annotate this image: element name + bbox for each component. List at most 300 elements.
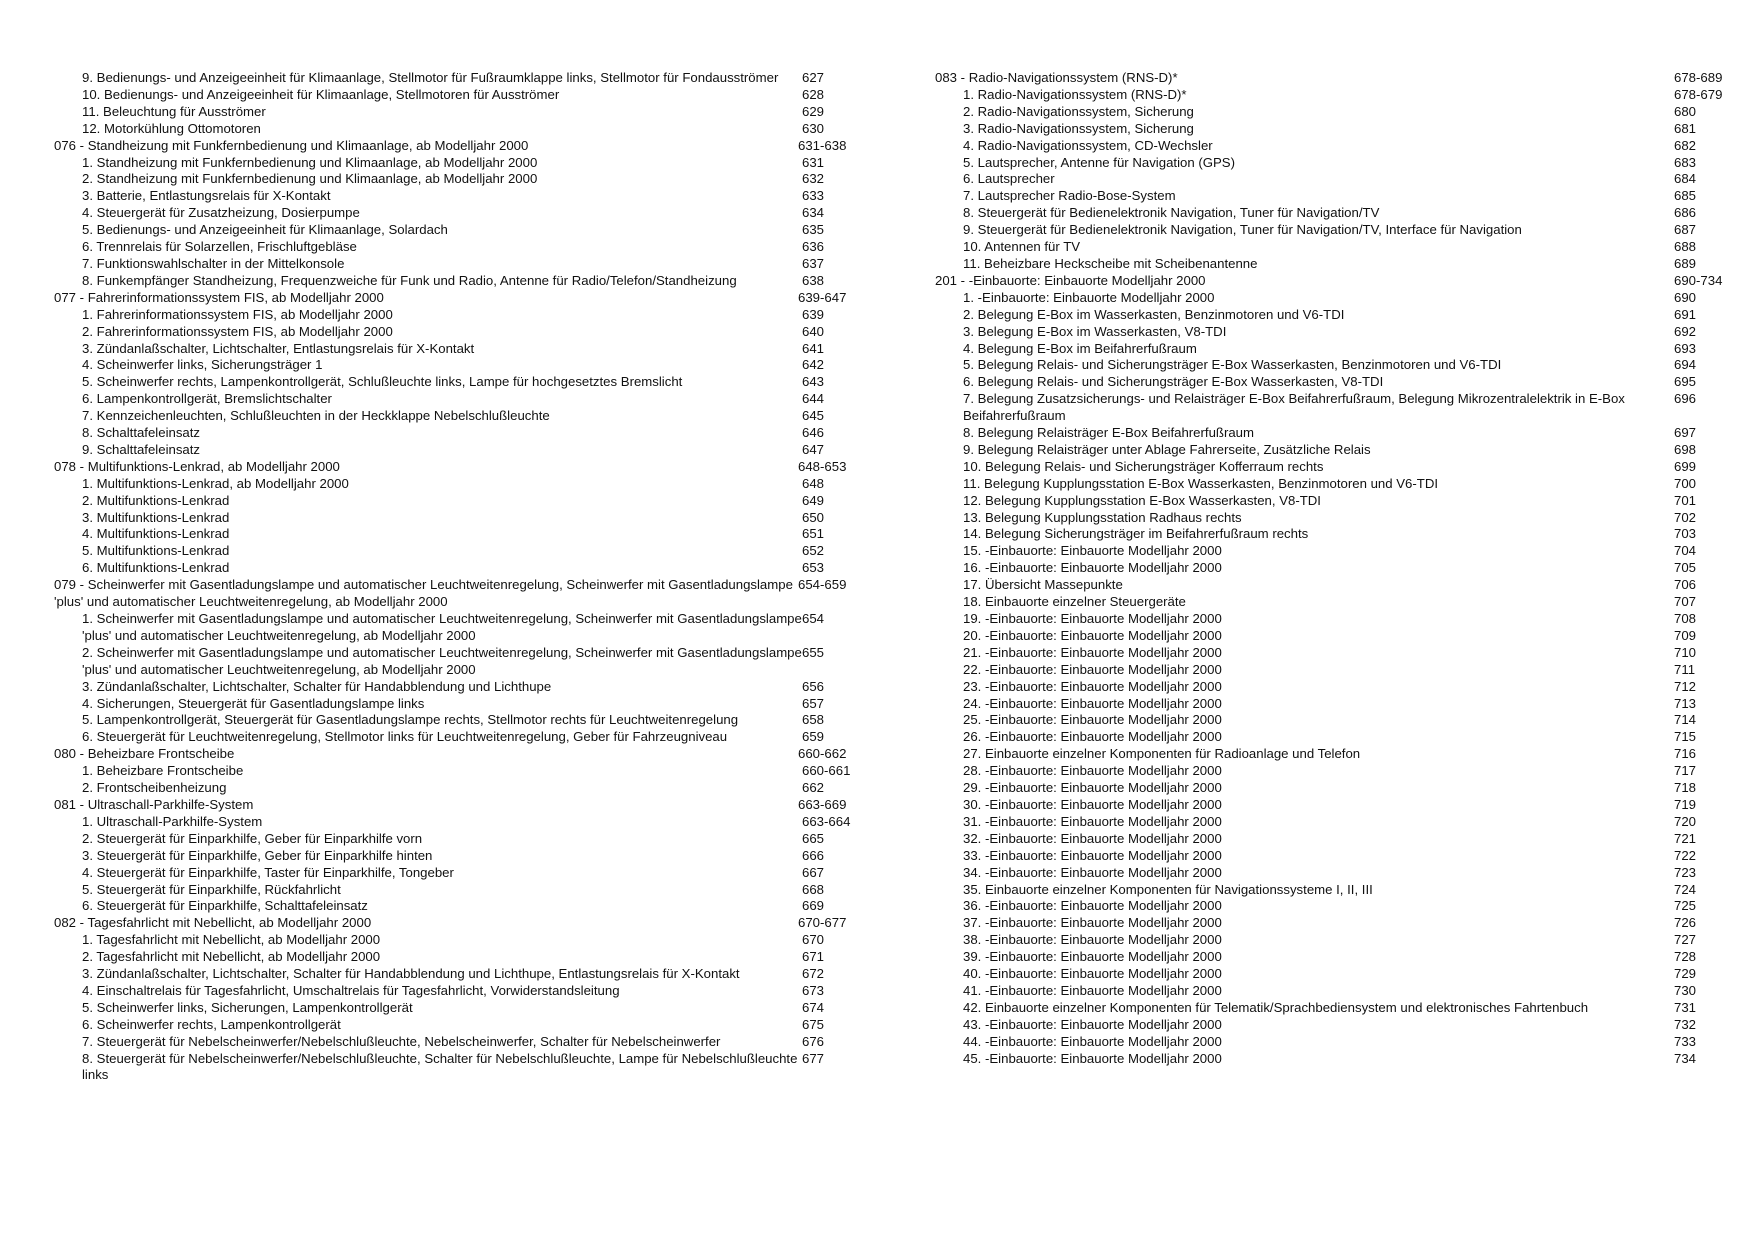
toc-entry-page: 672 bbox=[802, 966, 825, 982]
toc-entry-page: 627 bbox=[802, 70, 825, 85]
toc-entry-page: 648-653 bbox=[798, 458, 847, 474]
toc-entry-page: 678-689 bbox=[1674, 70, 1723, 85]
toc-entry-page: 709 bbox=[1674, 627, 1697, 643]
toc-section-entry bbox=[54, 138, 884, 155]
toc-entry-title: 078 - Multifunktions-Lenkrad, ab Modelljahr 2000 bbox=[54, 458, 340, 474]
toc-entry-page: 691 bbox=[1674, 306, 1697, 322]
toc-entry-page: 628 bbox=[802, 86, 825, 102]
toc-entry-title: 080 - Beheizbare Frontscheibe bbox=[54, 746, 235, 762]
toc-entry-page: 719 bbox=[1674, 796, 1697, 812]
toc-entry-title: 082 - Tagesfahrlicht mit Nebellicht, ab Modelljahr 2000 bbox=[54, 915, 372, 931]
toc-entry-title: 10. Antennen für TV bbox=[963, 239, 1081, 255]
toc-entry-page: 704 bbox=[1674, 543, 1697, 559]
toc-entry bbox=[935, 577, 1715, 594]
toc-entry-page: 654 bbox=[802, 611, 825, 626]
toc-entry-title: 3. Zündanlaßschalter, Lichtschalter, Schalter für Handabblendung und Lichthupe bbox=[82, 678, 552, 694]
toc-entry-page: 723 bbox=[1674, 864, 1697, 880]
toc-entry bbox=[935, 86, 1723, 104]
toc-entry-title: 2. Multifunktions-Lenkrad bbox=[82, 492, 230, 508]
toc-entry-page: 714 bbox=[1674, 712, 1697, 728]
toc-entry-title: 079 - Scheinwerfer mit Gasentladungslampe und automatischer Leuchtweitenregelung, Scheinwerfer mit Gasentladungslampe 'plus' und automatischer Leuchtweitenregelung, ab Modelljahr 2000 bbox=[54, 577, 793, 610]
toc-entry-page: 706 bbox=[1674, 577, 1697, 593]
toc-entry-title: 081 - Ultraschall-Parkhilfe-System bbox=[54, 796, 254, 812]
toc-entry-page: 658 bbox=[802, 712, 825, 728]
toc-right-column bbox=[935, 70, 1723, 1067]
toc-entry-page: 693 bbox=[1674, 340, 1697, 356]
toc-entry-page: 629 bbox=[802, 103, 825, 119]
toc-entry-page: 718 bbox=[1674, 780, 1697, 796]
toc-entry bbox=[935, 104, 1715, 121]
toc-entry bbox=[935, 341, 1715, 358]
toc-entry-title: 3. Steuergerät für Einparkhilfe, Geber für Einparkhilfe hinten bbox=[82, 847, 433, 863]
toc-entry bbox=[54, 476, 884, 493]
toc-entry bbox=[54, 966, 884, 983]
toc-section-entry bbox=[54, 915, 884, 932]
toc-entry-page: 733 bbox=[1674, 1033, 1697, 1049]
toc-entry-page: 660-661 bbox=[802, 763, 851, 779]
toc-entry bbox=[54, 848, 884, 865]
toc-entry-title: 4. Radio-Navigationssystem, CD-Wechsler bbox=[963, 137, 1213, 153]
toc-entry bbox=[935, 290, 1715, 307]
toc-entry-title: 9. Bedienungs- und Anzeigeeinheit für Klimaanlage, Stellmotor für Fußraumklappe links, Stellmotor für Fondausströmer bbox=[82, 70, 779, 85]
toc-entry bbox=[54, 239, 884, 256]
toc-entry-title: 2. Fahrerinformationssystem FIS, ab Modelljahr 2000 bbox=[82, 323, 393, 339]
toc-entry bbox=[54, 341, 884, 358]
toc-entry-title: 5. Multifunktions-Lenkrad bbox=[82, 543, 230, 559]
toc-entry-title: 33. -Einbauorte: Einbauorte Modelljahr 2000 bbox=[963, 847, 1222, 863]
toc-entry-title: 8. Funkempfänger Standheizung, Frequenzweiche für Funk und Radio, Antenne für Radio/Telefon/Standheizung bbox=[82, 272, 737, 288]
toc-entry-page: 686 bbox=[1674, 205, 1697, 221]
toc-entry bbox=[54, 679, 884, 696]
toc-entry-title: 8. Steuergerät für Bedienelektronik Navigation, Tuner für Navigation/TV bbox=[963, 205, 1380, 221]
toc-entry-page: 671 bbox=[802, 949, 825, 965]
toc-entry-page: 649 bbox=[802, 492, 825, 508]
toc-entry-title: 6. Scheinwerfer rechts, Lampenkontrollgerät bbox=[82, 1016, 341, 1032]
toc-entry-title: 10. Bedienungs- und Anzeigeeinheit für Klimaanlage, Stellmotoren für Ausströmer bbox=[82, 86, 560, 102]
toc-entry bbox=[935, 746, 1715, 763]
toc-entry-page: 639 bbox=[802, 306, 825, 322]
toc-entry bbox=[54, 882, 884, 899]
toc-entry-page: 727 bbox=[1674, 932, 1697, 948]
toc-entry-page: 721 bbox=[1674, 830, 1697, 846]
toc-entry bbox=[935, 171, 1715, 188]
toc-entry bbox=[935, 138, 1715, 155]
toc-entry-title: 077 - Fahrerinformationssystem FIS, ab Modelljahr 2000 bbox=[54, 289, 384, 305]
toc-entry bbox=[54, 391, 884, 408]
toc-entry-page: 636 bbox=[802, 239, 825, 255]
toc-entry bbox=[54, 780, 884, 797]
toc-entry-title: 5. Scheinwerfer rechts, Lampenkontrollgerät, Schlußleuchte links, Lampe für hochgesetztes Bremslicht bbox=[82, 374, 683, 390]
toc-entry-page: 711 bbox=[1674, 661, 1696, 677]
toc-entry-page: 675 bbox=[802, 1016, 825, 1032]
toc-entry bbox=[54, 526, 884, 543]
toc-entry-page: 673 bbox=[802, 982, 825, 998]
toc-entry-page: 678-679 bbox=[1674, 86, 1723, 102]
toc-entry-title: 1. Fahrerinformationssystem FIS, ab Modelljahr 2000 bbox=[82, 306, 393, 322]
toc-entry-page: 648 bbox=[802, 475, 825, 491]
toc-entry-title: 24. -Einbauorte: Einbauorte Modelljahr 2000 bbox=[963, 695, 1222, 711]
toc-entry-title: 42. Einbauorte einzelner Komponenten für Telematik/Sprachbediensystem und elektronisches Fahrtenbuch bbox=[963, 999, 1589, 1015]
toc-entry-page: 700 bbox=[1674, 475, 1697, 491]
toc-entry-title: 5. Steuergerät für Einparkhilfe, Rückfahrlicht bbox=[82, 881, 341, 897]
toc-entry-page: 731 bbox=[1674, 999, 1697, 1015]
toc-entry bbox=[54, 543, 884, 560]
toc-entry-page: 701 bbox=[1674, 492, 1697, 508]
toc-entry-title: 40. -Einbauorte: Einbauorte Modelljahr 2000 bbox=[963, 966, 1222, 982]
toc-entry-page: 662 bbox=[802, 780, 825, 796]
toc-entry-page: 683 bbox=[1674, 154, 1697, 170]
toc-entry-title: 6. Lampenkontrollgerät, Bremslichtschalter bbox=[82, 391, 332, 407]
toc-entry-title: 3. Belegung E-Box im Wasserkasten, V8-TDI bbox=[963, 323, 1227, 339]
toc-left-column bbox=[54, 70, 884, 1084]
toc-entry-title: 7. Steuergerät für Nebelscheinwerfer/Nebelschlußleuchte, Nebelscheinwerfer, Schalter für Nebelscheinwerfer bbox=[82, 1033, 721, 1049]
toc-entry-title: 1. Standheizung mit Funkfernbedienung und Klimaanlage, ab Modelljahr 2000 bbox=[82, 154, 538, 170]
toc-entry-title: 15. -Einbauorte: Einbauorte Modelljahr 2000 bbox=[963, 543, 1222, 559]
toc-entry-title: 2. Radio-Navigationssystem, Sicherung bbox=[963, 103, 1194, 119]
toc-entry-page: 638 bbox=[802, 272, 825, 288]
toc-entry-title: 3. Zündanlaßschalter, Lichtschalter, Schalter für Handabblendung und Lichthupe, Entlastungsrelais für X-Kontakt bbox=[82, 966, 740, 982]
toc-entry bbox=[54, 560, 884, 577]
toc-entry bbox=[935, 476, 1715, 493]
toc-entry-title: 7. Kennzeichenleuchten, Schlußleuchten in der Heckklappe Nebelschlußleuchte bbox=[82, 408, 550, 424]
toc-entry-title: 37. -Einbauorte: Einbauorte Modelljahr 2000 bbox=[963, 915, 1222, 931]
toc-entry-title: 6. Steuergerät für Leuchtweitenregelung, Stellmotor links für Leuchtweitenregelung, Geber für Fahrzeugniveau bbox=[82, 729, 728, 745]
toc-entry bbox=[935, 966, 1715, 983]
toc-entry-page: 716 bbox=[1674, 746, 1697, 762]
toc-entry bbox=[54, 104, 884, 121]
toc-entry bbox=[54, 273, 884, 290]
toc-entry-title: 29. -Einbauorte: Einbauorte Modelljahr 2000 bbox=[963, 780, 1222, 796]
toc-entry-page: 724 bbox=[1674, 881, 1697, 897]
toc-entry-page: 725 bbox=[1674, 898, 1697, 914]
toc-entry-page: 730 bbox=[1674, 982, 1697, 998]
toc-entry bbox=[54, 155, 884, 172]
toc-entry-title: 41. -Einbauorte: Einbauorte Modelljahr 2000 bbox=[963, 982, 1222, 998]
toc-entry-title: 12. Belegung Kupplungsstation E-Box Wasserkasten, V8-TDI bbox=[963, 492, 1321, 508]
toc-entry bbox=[54, 87, 884, 104]
toc-entry-title: 16. -Einbauorte: Einbauorte Modelljahr 2000 bbox=[963, 560, 1222, 576]
toc-entry-title: 4. Steuergerät für Zusatzheizung, Dosierpumpe bbox=[82, 205, 360, 221]
toc-entry-page: 655 bbox=[802, 644, 825, 660]
toc-entry-page: 696 bbox=[1674, 391, 1697, 407]
toc-entry-page: 682 bbox=[1674, 137, 1697, 153]
toc-entry-page: 665 bbox=[802, 830, 825, 846]
toc-entry-page: 642 bbox=[802, 357, 825, 373]
toc-entry-page: 680 bbox=[1674, 103, 1697, 119]
toc-entry bbox=[935, 1000, 1715, 1017]
toc-entry-page: 651 bbox=[802, 526, 825, 542]
toc-entry-page: 707 bbox=[1674, 594, 1697, 610]
toc-entry-page: 690 bbox=[1674, 289, 1697, 305]
toc-entry-title: 2. Tagesfahrlicht mit Nebellicht, ab Modelljahr 2000 bbox=[82, 949, 381, 965]
toc-entry-title: 44. -Einbauorte: Einbauorte Modelljahr 2000 bbox=[963, 1033, 1222, 1049]
toc-entry-title: 31. -Einbauorte: Einbauorte Modelljahr 2000 bbox=[963, 813, 1222, 829]
toc-entry bbox=[54, 1051, 884, 1085]
toc-entry-title: 4. Scheinwerfer links, Sicherungsträger 1 bbox=[82, 357, 323, 373]
toc-entry-title: 4. Steuergerät für Einparkhilfe, Taster für Einparkhilfe, Tongeber bbox=[82, 864, 454, 880]
toc-entry bbox=[935, 442, 1715, 459]
toc-entry-page: 684 bbox=[1674, 171, 1697, 187]
toc-entry-title: 2. Scheinwerfer mit Gasentladungslampe und automatischer Leuchtweitenregelung, Scheinwerfer mit Gasentladungslampe 'plus' und automatischer Leuchtweitenregelung, ab Modelljahr 2000 bbox=[82, 644, 802, 677]
toc-entry-page: 697 bbox=[1674, 425, 1697, 441]
toc-entry-page: 670 bbox=[802, 932, 825, 948]
toc-entry bbox=[935, 560, 1715, 577]
toc-entry bbox=[54, 898, 884, 915]
toc-entry bbox=[54, 493, 884, 510]
toc-entry-page: 699 bbox=[1674, 458, 1697, 474]
toc-entry-title: 28. -Einbauorte: Einbauorte Modelljahr 2000 bbox=[963, 763, 1222, 779]
toc-entry-title: 3. Batterie, Entlastungsrelais für X-Kontakt bbox=[82, 188, 331, 204]
toc-section-entry bbox=[54, 797, 884, 814]
toc-entry bbox=[935, 679, 1715, 696]
toc-entry-title: 8. Steuergerät für Nebelscheinwerfer/Nebelschlußleuchte, Schalter für Nebelschlußleuchte, Lampe für Nebelschlußleuchte links bbox=[82, 1050, 798, 1083]
toc-entry-page: 669 bbox=[802, 898, 825, 914]
toc-entry-page: 641 bbox=[802, 340, 825, 356]
toc-entry-title: 17. Übersicht Massepunkte bbox=[963, 577, 1123, 593]
toc-entry-title: 9. Schalttafeleinsatz bbox=[82, 441, 201, 457]
toc-entry bbox=[935, 983, 1715, 1000]
toc-entry-title: 25. -Einbauorte: Einbauorte Modelljahr 2000 bbox=[963, 712, 1222, 728]
toc-entry bbox=[935, 898, 1715, 915]
toc-entry bbox=[935, 1051, 1715, 1068]
toc-entry-page: 631-638 bbox=[798, 137, 847, 153]
toc-entry-page: 692 bbox=[1674, 323, 1697, 339]
toc-entry-page: 654-659 bbox=[798, 577, 847, 593]
toc-entry-page: 659 bbox=[802, 729, 825, 745]
toc-entry-page: 640 bbox=[802, 323, 825, 339]
toc-entry bbox=[935, 493, 1715, 510]
toc-entry bbox=[935, 155, 1715, 172]
toc-entry-page: 717 bbox=[1674, 763, 1697, 779]
toc-entry-title: 6. Lautsprecher bbox=[963, 171, 1055, 187]
toc-entry bbox=[54, 324, 884, 341]
toc-entry-page: 644 bbox=[802, 391, 825, 407]
toc-entry bbox=[935, 459, 1715, 476]
toc-entry-page: 708 bbox=[1674, 611, 1697, 626]
toc-entry bbox=[54, 374, 884, 391]
toc-entry bbox=[54, 256, 884, 273]
toc-entry bbox=[935, 645, 1715, 662]
toc-entry-title: 12. Motorkühlung Ottomotoren bbox=[82, 120, 261, 136]
toc-entry-page: 631 bbox=[802, 154, 825, 170]
toc-entry-title: 1. Beheizbare Frontscheibe bbox=[82, 763, 244, 779]
toc-entry-title: 32. -Einbauorte: Einbauorte Modelljahr 2000 bbox=[963, 830, 1222, 846]
toc-entry-title: 23. -Einbauorte: Einbauorte Modelljahr 2000 bbox=[963, 678, 1222, 694]
toc-entry bbox=[935, 510, 1715, 527]
toc-entry-title: 2. Frontscheibenheizung bbox=[82, 780, 227, 796]
toc-entry bbox=[935, 543, 1715, 560]
toc-entry-title: 4. Multifunktions-Lenkrad bbox=[82, 526, 230, 542]
toc-entry-title: 11. Beleuchtung für Ausströmer bbox=[82, 103, 266, 119]
toc-entry-page: 685 bbox=[1674, 188, 1697, 204]
toc-entry bbox=[935, 915, 1715, 932]
toc-entry bbox=[935, 121, 1715, 138]
toc-entry-page: 688 bbox=[1674, 239, 1697, 255]
toc-entry bbox=[54, 121, 884, 138]
toc-entry-page: 710 bbox=[1674, 644, 1697, 660]
toc-entry-page: 689 bbox=[1674, 255, 1697, 271]
toc-entry-title: 14. Belegung Sicherungsträger im Beifahrerfußraum rechts bbox=[963, 526, 1309, 542]
toc-entry bbox=[935, 594, 1715, 611]
toc-entry-title: 9. Belegung Relaisträger unter Ablage Fahrerseite, Zusätzliche Relais bbox=[963, 441, 1371, 457]
toc-entry-title: 076 - Standheizung mit Funkfernbedienung und Klimaanlage, ab Modelljahr 2000 bbox=[54, 137, 529, 153]
toc-entry-title: 3. Radio-Navigationssystem, Sicherung bbox=[963, 120, 1194, 136]
toc-entry bbox=[54, 70, 884, 87]
toc-entry-page: 630 bbox=[802, 120, 825, 136]
toc-entry bbox=[54, 814, 884, 831]
toc-entry bbox=[54, 1000, 884, 1017]
toc-entry bbox=[935, 729, 1715, 746]
toc-entry bbox=[54, 357, 884, 374]
toc-entry-page: 634 bbox=[802, 205, 825, 221]
toc-entry-title: 2. Steuergerät für Einparkhilfe, Geber für Einparkhilfe vorn bbox=[82, 830, 423, 846]
toc-entry-title: 45. -Einbauorte: Einbauorte Modelljahr 2000 bbox=[963, 1050, 1222, 1066]
toc-entry-page: 666 bbox=[802, 847, 825, 863]
toc-entry bbox=[935, 797, 1715, 814]
toc-entry-page: 729 bbox=[1674, 966, 1697, 982]
toc-entry-title: 8. Belegung Relaisträger E-Box Beifahrerfußraum bbox=[963, 425, 1255, 441]
toc-entry-page: 667 bbox=[802, 864, 825, 880]
toc-entry bbox=[935, 425, 1715, 442]
toc-entry-title: 5. Bedienungs- und Anzeigeeinheit für Klimaanlage, Solardach bbox=[82, 222, 448, 238]
toc-entry-page: 703 bbox=[1674, 526, 1697, 542]
toc-entry-page: 702 bbox=[1674, 509, 1697, 525]
toc-entry-title: 39. -Einbauorte: Einbauorte Modelljahr 2000 bbox=[963, 949, 1222, 965]
toc-entry bbox=[935, 865, 1715, 882]
toc-entry-title: 1. Radio-Navigationssystem (RNS-D)* bbox=[963, 86, 1187, 102]
toc-entry-page: 633 bbox=[802, 188, 825, 204]
toc-entry bbox=[935, 932, 1715, 949]
toc-entry-page: 647 bbox=[802, 441, 825, 457]
toc-entry-page: 674 bbox=[802, 999, 825, 1015]
toc-entry-page: 694 bbox=[1674, 357, 1697, 373]
toc-entry-page: 687 bbox=[1674, 222, 1697, 238]
toc-entry-title: 1. -Einbauorte: Einbauorte Modelljahr 2000 bbox=[963, 289, 1215, 305]
toc-entry bbox=[935, 324, 1715, 341]
toc-entry-title: 21. -Einbauorte: Einbauorte Modelljahr 2000 bbox=[963, 644, 1222, 660]
toc-entry bbox=[935, 1017, 1715, 1034]
toc-section-entry bbox=[54, 577, 884, 611]
toc-entry-title: 083 - Radio-Navigationssystem (RNS-D)* bbox=[935, 70, 1178, 85]
toc-entry-page: 676 bbox=[802, 1033, 825, 1049]
toc-entry bbox=[935, 188, 1715, 205]
toc-entry-page: 695 bbox=[1674, 374, 1697, 390]
toc-entry-page: 650 bbox=[802, 509, 825, 525]
toc-entry-title: 5. Scheinwerfer links, Sicherungen, Lampenkontrollgerät bbox=[82, 999, 413, 1015]
toc-entry bbox=[54, 408, 884, 425]
toc-entry-title: 11. Belegung Kupplungsstation E-Box Wasserkasten, Benzinmotoren und V6-TDI bbox=[963, 475, 1439, 491]
toc-entry bbox=[54, 222, 884, 239]
toc-entry bbox=[935, 848, 1715, 865]
toc-entry bbox=[54, 712, 884, 729]
toc-entry-page: 668 bbox=[802, 881, 825, 897]
toc-entry-title: 36. -Einbauorte: Einbauorte Modelljahr 2000 bbox=[963, 898, 1222, 914]
toc-entry-page: 712 bbox=[1674, 678, 1697, 694]
toc-entry bbox=[935, 205, 1715, 222]
toc-entry bbox=[54, 510, 884, 527]
toc-entry-title: 7. Belegung Zusatzsicherungs- und Relaisträger E-Box Beifahrerfußraum, Belegung Mikrozentralelektrik in E-Box Beifahrerfußraum bbox=[963, 391, 1625, 424]
toc-entry-page: 653 bbox=[802, 560, 825, 576]
toc-entry bbox=[54, 949, 884, 966]
toc-entry-page: 677 bbox=[802, 1050, 825, 1066]
toc-entry bbox=[935, 949, 1715, 966]
toc-entry bbox=[935, 763, 1715, 780]
toc-entry bbox=[935, 256, 1715, 273]
toc-entry-title: 2. Standheizung mit Funkfernbedienung und Klimaanlage, ab Modelljahr 2000 bbox=[82, 171, 538, 187]
toc-entry-page: 637 bbox=[802, 255, 825, 271]
toc-entry-title: 8. Schalttafeleinsatz bbox=[82, 425, 201, 441]
toc-entry-title: 38. -Einbauorte: Einbauorte Modelljahr 2000 bbox=[963, 932, 1222, 948]
toc-entry bbox=[935, 780, 1715, 797]
toc-section-entry bbox=[935, 272, 1723, 290]
toc-entry bbox=[54, 425, 884, 442]
toc-entry-title: 11. Beheizbare Heckscheibe mit Scheibenantenne bbox=[963, 255, 1258, 271]
toc-entry bbox=[54, 171, 884, 188]
toc-entry bbox=[935, 374, 1715, 391]
toc-entry-title: 26. -Einbauorte: Einbauorte Modelljahr 2000 bbox=[963, 729, 1222, 745]
toc-entry-title: 10. Belegung Relais- und Sicherungsträger Kofferraum rechts bbox=[963, 458, 1324, 474]
toc-entry-page: 713 bbox=[1674, 695, 1697, 711]
toc-entry-title: 27. Einbauorte einzelner Komponenten für Radioanlage und Telefon bbox=[963, 746, 1361, 762]
toc-entry-title: 13. Belegung Kupplungsstation Radhaus rechts bbox=[963, 509, 1242, 525]
toc-entry-title: 19. -Einbauorte: Einbauorte Modelljahr 2000 bbox=[963, 611, 1222, 626]
toc-entry-title: 3. Zündanlaßschalter, Lichtschalter, Entlastungsrelais für X-Kontakt bbox=[82, 340, 475, 356]
toc-entry-page: 705 bbox=[1674, 560, 1697, 576]
toc-entry bbox=[54, 729, 884, 746]
toc-entry-page: 720 bbox=[1674, 813, 1697, 829]
toc-entry-page: 663-664 bbox=[802, 813, 851, 829]
toc-entry-title: 1. Tagesfahrlicht mit Nebellicht, ab Modelljahr 2000 bbox=[82, 932, 381, 948]
toc-entry-title: 6. Multifunktions-Lenkrad bbox=[82, 560, 230, 576]
toc-entry-title: 5. Belegung Relais- und Sicherungsträger E-Box Wasserkasten, Benzinmotoren und V6-TDI bbox=[963, 357, 1502, 373]
toc-entry bbox=[54, 611, 884, 645]
toc-entry bbox=[935, 1034, 1715, 1051]
toc-entry bbox=[54, 1017, 884, 1034]
toc-entry bbox=[935, 814, 1715, 831]
toc-section-entry bbox=[935, 70, 1723, 87]
toc-entry bbox=[935, 239, 1715, 256]
toc-entry bbox=[935, 526, 1715, 543]
toc-entry bbox=[935, 696, 1715, 713]
toc-entry bbox=[935, 307, 1715, 324]
toc-entry-title: 6. Steuergerät für Einparkhilfe, Schalttafeleinsatz bbox=[82, 898, 368, 914]
toc-entry-page: 681 bbox=[1674, 120, 1697, 136]
toc-entry bbox=[54, 932, 884, 949]
toc-section-entry bbox=[54, 459, 884, 476]
toc-entry-title: 3. Multifunktions-Lenkrad bbox=[82, 509, 230, 525]
toc-entry-title: 1. Ultraschall-Parkhilfe-System bbox=[82, 813, 263, 829]
toc-entry bbox=[54, 645, 884, 679]
toc-section-entry bbox=[54, 746, 884, 763]
toc-entry-page: 690-734 bbox=[1674, 272, 1723, 288]
toc-entry-page: 646 bbox=[802, 425, 825, 441]
toc-entry bbox=[54, 696, 884, 713]
toc-entry-title: 1. Scheinwerfer mit Gasentladungslampe und automatischer Leuchtweitenregelung, Scheinwerfer mit Gasentladungslampe 'plus' und automatischer Leuchtweitenregelung, ab Modelljahr 2000 bbox=[82, 611, 802, 643]
toc-entry bbox=[54, 831, 884, 848]
toc-entry-title: 30. -Einbauorte: Einbauorte Modelljahr 2000 bbox=[963, 796, 1222, 812]
toc-entry-page: 734 bbox=[1674, 1050, 1697, 1066]
toc-entry-title: 6. Trennrelais für Solarzellen, Frischluftgebläse bbox=[82, 239, 357, 255]
toc-entry-title: 7. Lautsprecher Radio-Bose-System bbox=[963, 188, 1176, 204]
toc-entry-page: 732 bbox=[1674, 1016, 1697, 1032]
toc-entry-page: 643 bbox=[802, 374, 825, 390]
toc-entry-page: 722 bbox=[1674, 847, 1697, 863]
toc-entry-title: 18. Einbauorte einzelner Steuergeräte bbox=[963, 594, 1186, 610]
toc-entry-title: 4. Sicherungen, Steuergerät für Gasentladungslampe links bbox=[82, 695, 425, 711]
toc-entry-page: 698 bbox=[1674, 441, 1697, 457]
toc-entry bbox=[935, 611, 1715, 628]
toc-entry-page: 660-662 bbox=[798, 746, 847, 762]
